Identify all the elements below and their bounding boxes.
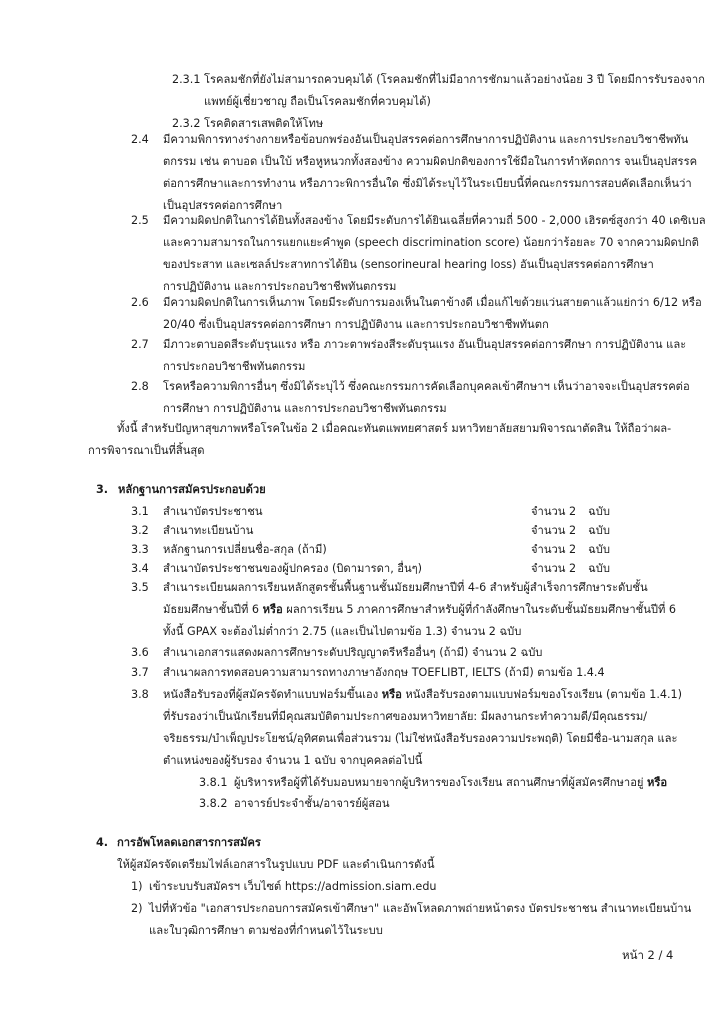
item-text: สำเนาทะเบียนบ้าน xyxy=(163,524,254,537)
item-text-line: มัธยมศึกษาชั้นปีที่ 6 หรือ ผลการเรียน 5 ภาคการศึกษาสำหรับผู้ที่กำลังศึกษาในระดับชั้นมัธยมศึกษาชั้นปีที่ 6 xyxy=(163,603,676,616)
section-title: การอัพโหลดเอกสารการสมัคร xyxy=(117,836,261,849)
step-number: 2) xyxy=(131,902,143,915)
copies-count: จำนวน 2 ฉบับ xyxy=(531,505,610,518)
item-text-line: ที่รับรองว่าเป็นนักเรียนที่มีคุณสมบัติตามประกาศของมหาวิทยาลัย: มีผลงานกระทำความดี/มีคุณธรรม/ xyxy=(163,710,648,723)
item-number: 3.4 xyxy=(131,562,149,575)
copies-count: จำนวน 2 ฉบับ xyxy=(531,543,610,556)
item-number: 3.8.1 xyxy=(199,776,228,789)
item-text: สำเนาเอกสารแสดงผลการศึกษาระดับปริญญาตรีหรืออื่นๆ (ถ้ามี) จำนวน 2 ฉบับ xyxy=(163,646,543,659)
item-text: สำเนาบัตรประชาชน xyxy=(163,505,263,518)
item-number: 3.8 xyxy=(131,688,149,701)
closing-line: ทั้งนี้ สำหรับปัญหาสุขภาพหรือโรคในข้อ 2 เมื่อคณะทันตแพทยศาสตร์ มหาวิทยาลัยสยามพิจารณาตัดสิน ให้ถือว่าผล- xyxy=(117,422,672,435)
item-text-line: ต่อการศึกษาและการทำงาน หรือภาวะพิการอื่นใด ซึ่งมิได้ระบุไว้ในระเบียบนี้ที่คณะกรรมการสอบคัดเลือกเห็นว่า xyxy=(163,177,692,190)
item-number: 3.1 xyxy=(131,505,149,518)
item-number: 2.6 xyxy=(131,296,149,309)
item-text-line: ตกรรม เช่น ตาบอด เป็นใบ้ หรือหูหนวกทั้งสองข้าง ความผิดปกติของการใช้มือในการทำหัตถการ จนเป็นอุปสรรค xyxy=(163,155,698,168)
item-text-line: เป็นอุปสรรคต่อการศึกษา xyxy=(163,199,283,212)
item-number: 3.6 xyxy=(131,646,149,659)
item-number: 2.7 xyxy=(131,338,149,351)
item-text: สำเนาบัตรประชาชนของผู้ปกครอง (บิดามารดา, อื่นๆ) xyxy=(163,562,423,575)
step-text: เข้าระบบรับสมัครฯ เว็บไซต์ https://admission.siam.edu xyxy=(149,880,437,893)
item-text-line: การปฏิบัติงาน และการประกอบวิชาชีพทันตกรรม xyxy=(163,280,397,293)
item-text-line: จริยธรรม/บำเพ็ญประโยชน์/อุทิศตนเพื่อส่วนรวม (ไม่ใช่หนังสือรับรองความประพฤติ) โดยมีชื่อ-นามสกุล และ xyxy=(163,732,678,745)
page-number: หน้า 2 / 4 xyxy=(622,948,674,962)
item-number: 2.8 xyxy=(131,380,149,393)
item-text-line: โรคลมชักที่ยังไม่สามารถควบคุมได้ (โรคลมชักที่ไม่มีอาการชักมาแล้วอย่างน้อย 3 ปี โดยมีการรับรองจาก xyxy=(204,73,705,86)
item-text-line: การศึกษา การปฏิบัติงาน และการประกอบวิชาชีพทันตกรรม xyxy=(163,402,447,415)
section-intro: ให้ผู้สมัครจัดเตรียมไฟล์เอกสารในรูปแบบ PDF และดำเนินการดังนี้ xyxy=(117,858,435,871)
item-number: 2.3.2 xyxy=(172,117,201,130)
copies-count: จำนวน 2 ฉบับ xyxy=(531,562,610,575)
step-number: 1) xyxy=(131,880,143,893)
item-number: 3.5 xyxy=(131,581,149,594)
closing-line: การพิจารณาเป็นที่สิ้นสุด xyxy=(88,444,205,457)
step-text-line: และใบวุฒิการศึกษา ตามช่องที่กำหนดไว้ในระบบ xyxy=(149,924,383,937)
item-number: 3.7 xyxy=(131,666,149,679)
item-text-line: มีภาวะตาบอดสีระดับรุนแรง หรือ ภาวะตาพร่องสีระดับรุนแรง อันเป็นอุปสรรคต่อการศึกษา การปฏิบัติงาน และ xyxy=(163,338,687,351)
item-text-line: สำเนาระเบียนผลการเรียนหลักสูตรชั้นพื้นฐานชั้นมัธยมศึกษาปีที่ 4-6 สำหรับผู้สำเร็จการศึกษาระดับชั้น xyxy=(163,581,648,594)
item-number: 2.5 xyxy=(131,214,149,227)
item-text-line: มีความพิการทางร่างกายหรือข้อบกพร่องอันเป็นอุปสรรคต่อการศึกษาการปฏิบัติงาน และการประกอบวิชาชีพทัน xyxy=(163,133,689,146)
item-text-line: และความสามารถในการแยกแยะคำพูด (speech discrimination score) น้อยกว่าร้อยละ 70 จากความผิดปกติ xyxy=(163,236,699,249)
item-text: หลักฐานการเปลี่ยนชื่อ-สกุล (ถ้ามี) xyxy=(163,543,327,556)
item-text-line: การประกอบวิชาชีพทันตกรรม xyxy=(163,360,306,373)
item-text-line: มีความผิดปกติในการได้ยินทั้งสองข้าง โดยมีระดับการได้ยินเฉลี่ยที่ความถี่ 500 - 2,000 เฮิรตซ์สูงกว่า 40 เดซิเบล xyxy=(163,214,706,227)
item-text-line: หนังสือรับรองที่ผู้สมัครจัดทำแบบฟอร์มขึ้นเอง หรือ หนังสือรับรองตามแบบฟอร์มของโรงเรียน (ตามข้อ 1.4.1) xyxy=(163,688,683,701)
item-text-line: 20/40 ซึ่งเป็นอุปสรรคต่อการศึกษา การปฏิบัติงาน และการประกอบวิชาชีพทันตก xyxy=(163,318,549,331)
item-number: 3.3 xyxy=(131,543,149,556)
item-number: 3.8.2 xyxy=(199,797,228,810)
item-text-line: มีความผิดปกติในการเห็นภาพ โดยมีระดับการมองเห็นในตาข้างดี เมื่อแก้ไขด้วยแว่นสายตาแล้วแย่กว่า 6/12 หรือ xyxy=(163,296,702,309)
section-number: 4. xyxy=(96,836,109,849)
item-number: 3.2 xyxy=(131,524,149,537)
section-number: 3. xyxy=(96,483,109,496)
item-text: ผู้บริหารหรือผู้ที่ได้รับมอบหมายจากผู้บริหารของโรงเรียน สถานศึกษาที่ผู้สมัครศึกษาอยู่ หรือ xyxy=(234,776,668,789)
item-text-line: ทั้งนี้ GPAX จะต้องไม่ต่ำกว่า 2.75 (และเป็นไปตามข้อ 1.3) จำนวน 2 ฉบับ xyxy=(163,625,522,638)
item-text: สำเนาผลการทดสอบความสามารถทางภาษาอังกฤษ TOEFLIBT, IELTS (ถ้ามี) ตามข้อ 1.4.4 xyxy=(163,666,605,679)
item-text-line: แพทย์ผู้เชี่ยวชาญ ถือเป็นโรคลมชักที่ควบคุมได้) xyxy=(204,95,431,108)
item-text-line: โรคติดสารเสพติดให้โทษ xyxy=(204,117,324,130)
item-text-line: ตำแหน่งของผู้รับรอง จำนวน 1 ฉบับ จากบุคคลต่อไปนี้ xyxy=(163,754,423,767)
step-text-line: ไปที่หัวข้อ "เอกสารประกอบการสมัครเข้าศึกษา" และอัพโหลดภาพถ่ายหน้าตรง บัตรประชาชน สำเนาทะเบียนบ้าน xyxy=(149,902,692,915)
item-text-line: ของประสาท และเซลล์ประสาทการได้ยิน (sensorineural hearing loss) อันเป็นอุปสรรคต่อการศึกษา xyxy=(163,258,654,271)
copies-count: จำนวน 2 ฉบับ xyxy=(531,524,610,537)
section-title: หลักฐานการสมัครประกอบด้วย xyxy=(118,483,266,496)
item-text: อาจารย์ประจำชั้น/อาจารย์ผู้สอน xyxy=(234,797,390,810)
item-number: 2.4 xyxy=(131,133,149,146)
item-text-line: โรคหรือความพิการอื่นๆ ซึ่งมิได้ระบุไว้ ซึ่งคณะกรรมการคัดเลือกบุคคลเข้าศึกษาฯ เห็นว่าอาจจะเป็นอุปสรรคต่อ xyxy=(163,380,690,393)
item-number: 2.3.1 xyxy=(172,73,201,86)
